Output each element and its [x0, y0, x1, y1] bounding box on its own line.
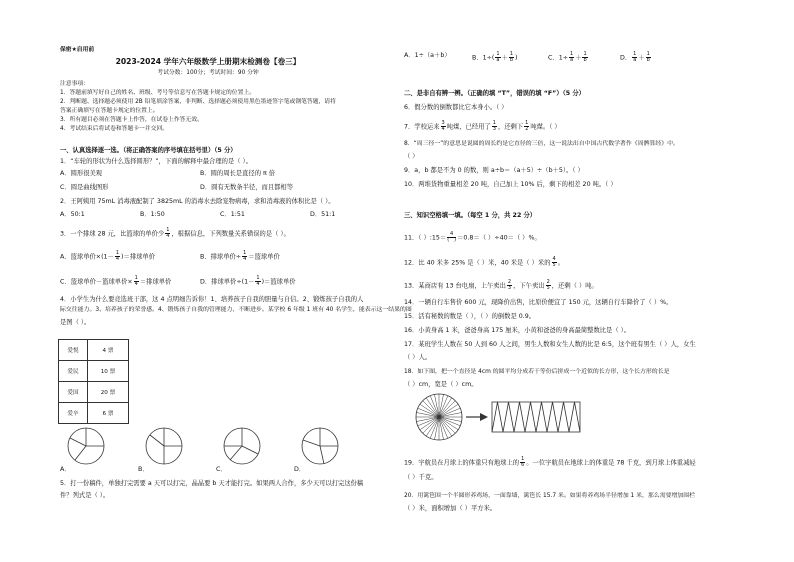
secret-label: 保密★启用前 — [60, 47, 95, 53]
q17-line2: （ ）人。 — [404, 354, 432, 361]
vote-table — [58, 339, 129, 424]
table-cell: 爱民 — [59, 361, 88, 382]
divided-circle — [416, 394, 462, 440]
q8: 8．“周三径一”的意思是说圆的周长约是它直径的三倍，这一说法出自中国古代数学著作《周髀算经》中。 — [404, 141, 679, 147]
pie-label-b: B． — [138, 466, 149, 473]
q7: 7．学校运来 $\frac{3}{4}$ 吨煤，已经用了 $\frac{1}{3}$ ，还剩下 $\frac{1}{2}$ 吨煤。（ ） — [404, 120, 561, 132]
pie-option-c — [222, 426, 262, 466]
q19: 19．宇航员在月球上的体重只有地球上的 $\frac{1}{6}$ 。一位宇航员在地球上的体重是 78 千克，到月球上体重减轻 — [404, 456, 696, 468]
q3-stem: 3．一个排球 28 元，比篮球的单价少 $\frac{1}{4}$ ，根据信息，下列数量关系错误的是（ ）。 — [60, 227, 290, 239]
q3-option-b: B．排球单价÷ $\frac{1}{4}$ ＝篮球单价 — [200, 250, 280, 262]
q5-stem-line1: 5．打一份稿件，单独打完需要 a 天可以打完，晶晶要 b 天才能打完。如果两人合作，多少天可以打完这份稿 — [60, 480, 364, 487]
q1-option-b: B．圆的周长是直径的 π 倍 — [200, 170, 276, 177]
pie-option-d — [300, 426, 340, 466]
q3-option-c: C．篮球单价－篮球单价× $\frac{1}{4}$ ＝排球单价 — [60, 275, 172, 287]
q4-stem-line3: 是图（ ）。 — [60, 319, 91, 326]
section1-heading: 一、认真选择逐一选。（将正确答案的序号填在括号里）（5 分） — [60, 147, 237, 154]
table-row — [59, 361, 129, 382]
table-cell: 10 票 — [88, 361, 129, 382]
q5-option-d: D． $\frac{1}{a}$ ＋ $\frac{1}{b}$ — [620, 51, 650, 63]
pie-option-b — [144, 426, 184, 466]
q16: 16．小黄身高 1 米，爸爸身高 175 厘米，小黄和爸爸的身高最简整数比是（ ）。 — [404, 327, 631, 334]
arrow-head — [480, 413, 488, 421]
q1-stem: 1．“车轮的形状为什么选择圆形？”，下面的解释中最合理的是（ ）。 — [60, 158, 252, 165]
note-line: 1．答题前填写好自己的姓名、班级、考号等信息写在答题卡规定的位置上。 — [60, 90, 255, 96]
table-cell: 6 票 — [88, 403, 129, 424]
q8-bracket: （ ） — [404, 153, 419, 160]
q6: 6．假分数的倒数都比它本身小。（ ） — [404, 104, 508, 111]
q4-stem-line2: 际交往能力。3、培养孩子的荣誉感。4、锻炼孩子自我的管理能力，不断进步。某学校 6 年级 1 班有 40 名学生，能表示这一结果的图 — [60, 307, 412, 313]
pie-option-a — [66, 426, 106, 466]
q2-stem: 2．王阿姨用 75mL 消毒液配制了 3825mL 的消毒水去除宠物病毒，求和消毒液的体积比是（ ）。 — [60, 198, 335, 205]
q11: 11．（ ）:15＝ $\frac{4}{( )}$ ＝0.8＝（ ）÷40＝（ ）%。 — [404, 231, 541, 243]
q18-line2: （ ）cm，宽是（ ）cm。 — [404, 381, 478, 388]
q17: 17．某班学生人数在 50 人到 60 人之间，男生人数和女生人数的比是 6:5，这个班有男生（ ）人，女生 — [404, 341, 696, 348]
q5-option-b: B．1÷( $\frac{1}{a}$ ＋ $\frac{1}{b}$ ) — [472, 51, 518, 63]
note-line: 2．判断题、选择题必须使用 2B 铅笔填涂答案，非判断、选择题必须使用黑色墨迹签字笔或钢笔答题，请将 — [60, 99, 336, 105]
q13: 13．某商店有 13 台电扇，上午卖出 $\frac{2}{3}$ ，下午卖出 $\frac{2}{5}$ ，还剩（ ）吨。 — [404, 279, 598, 291]
pie-label-d: D． — [294, 466, 306, 473]
q14: 14．一辆自行车售价 600 元，现降价出售，比原价便宜了 150 元，这辆自行车降价了（ ）%。 — [404, 299, 673, 306]
pie-label-c: C． — [216, 466, 227, 473]
table-cell: 爱卒 — [59, 403, 88, 424]
table-cell: 4 票 — [88, 340, 129, 361]
q1-option-d: D．圆有无数条半径，而且都相等 — [200, 184, 294, 191]
q5-stem-line2: 件？列式是（ ）。 — [60, 492, 110, 499]
table-row — [59, 382, 129, 403]
q1-option-a: A．圆形很美观 — [60, 170, 103, 177]
q3-option-a: A．篮球单价×(1－ $\frac{1}{4}$ )＝排球单价 — [60, 250, 155, 262]
q10: 10．两堆货物重量相差 20 吨，自己加上 10% 后，剩下的相差 20 吨。（ ） — [404, 181, 617, 188]
q4-stem-line1: 4．小学生为什么要竞选班干部，这 4 点明细告诉你！1、培养孩子自我的胆量与自信。2、锻炼孩子自我的人 — [60, 296, 364, 303]
q5-option-c: C．1÷ $\frac{1}{a}$ ＋ $\frac{1}{b}$ — [548, 51, 587, 63]
fraction: $\frac{1}{4}$ — [166, 227, 170, 239]
exam-subtitle: 考试分数：100分；考试时间：90 分钟 — [157, 70, 259, 76]
q15: 15．活有秘数的数是（ ），（ ）的倒数是 0.9。 — [404, 313, 536, 320]
q2-option-a: A．50:1 — [60, 211, 85, 218]
q1-option-c: C．圆是曲线图形 — [60, 184, 109, 191]
q20-line2: （ ）米，面积增加（ ）平方米。 — [404, 505, 497, 512]
pie-label-a: A． — [60, 466, 71, 473]
table-row — [59, 340, 129, 361]
notes-heading: 注意事项： — [60, 81, 89, 87]
q2-option-d: D．51:1 — [310, 211, 336, 218]
note-line: 3．所有题目必须在答题卡上作答，在试卷上作答无效。 — [60, 117, 203, 123]
q3-option-d: D．排球单价÷(1－ $\frac{1}{4}$ )＝篮球单价 — [200, 275, 296, 287]
q18: 18．如下图，把一个直径是 4cm 的圆平均分成若干等份后拼成一个近似的长方形，这个长方形的长是 — [404, 369, 670, 375]
table-cell: 20 票 — [88, 382, 129, 403]
section2-heading: 二、是非自有辨一辨。（正确的填 “T”，错误的填 “F”）（5 分） — [404, 90, 585, 97]
table-cell: 爱悦 — [59, 340, 88, 361]
note-line: 4．考试结束后将试卷和答题卡一并交回。 — [60, 126, 169, 132]
table-cell: 爱国 — [59, 382, 88, 403]
circle-to-rectangle-figure — [404, 392, 584, 442]
q2-option-c: C．1:51 — [220, 211, 245, 218]
q12: 12．比 40 米多 25% 是（ ）米，40 米是（ ）米的 $\frac{4}{5}$ 。 — [404, 256, 564, 268]
q19-line2: （ ）千克。 — [404, 474, 438, 481]
q20: 20．用篱笆围一个半圆形养鸡场，一面靠墙，篱笆长 15.7 米。如果将养鸡场半径增加 1 米，那么需要增加围栏 — [404, 493, 696, 499]
section3-heading: 三、知识空格填一填。（每空 1 分，共 22 分） — [404, 212, 537, 219]
note-line: 答案正确填写在答题卡规定的位置上。 — [60, 108, 159, 114]
q9: 9．a，b 都是不为 0 的数，则 a÷b＝（a＋5）÷（b＋5）。（ ） — [404, 167, 584, 174]
q2-option-b: B．1:50 — [140, 211, 165, 218]
approx-rectangle — [492, 402, 580, 432]
exam-title: 2023-2024 学年六年级数学上册期末检测卷【卷三】 — [115, 57, 301, 66]
table-row — [59, 403, 129, 424]
q5-option-a: A．1÷（a＋b） — [404, 52, 451, 59]
